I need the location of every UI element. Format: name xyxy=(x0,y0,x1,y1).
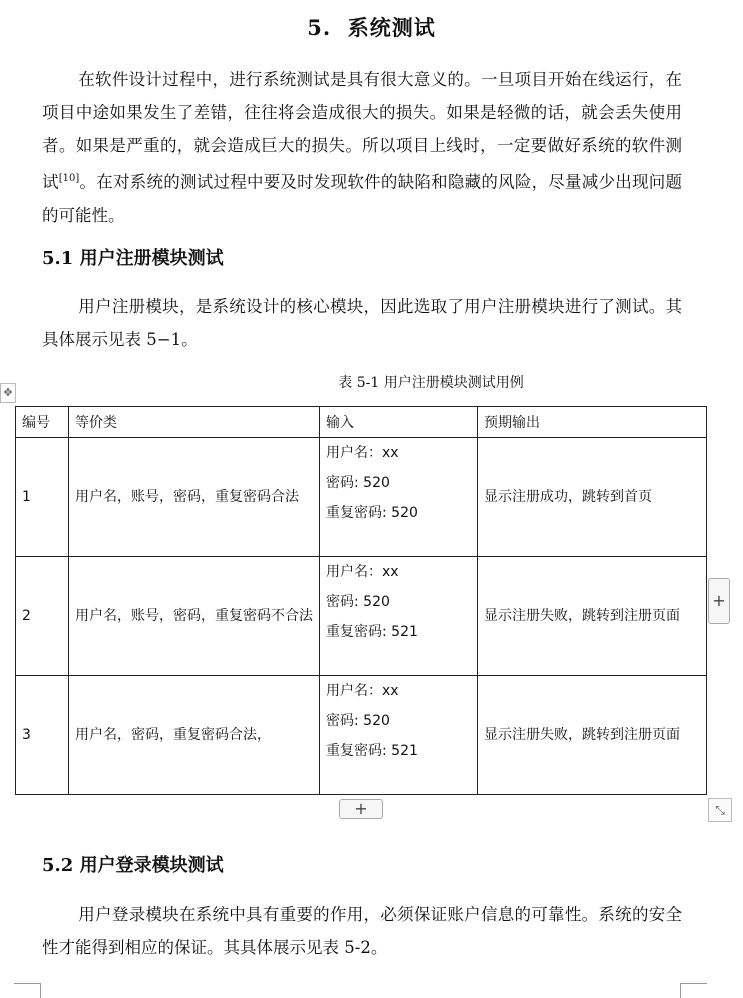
section-number: 5. xyxy=(307,15,332,40)
input-username: 用户名：xx xyxy=(326,445,399,461)
cell-input[interactable] xyxy=(320,438,478,557)
cell-id[interactable]: 3 xyxy=(16,676,69,795)
header-input[interactable]: 输入 xyxy=(320,407,478,438)
add-column-button[interactable]: + xyxy=(708,578,730,624)
table-row xyxy=(16,676,707,795)
table-row xyxy=(16,557,707,676)
sub2-text: 用户登录模块在系统中具有重要的作用，必须保证账户信息的可靠性。系统的安全性才能得到相应的保证。其具体展示见表 5-2。 xyxy=(42,905,682,957)
add-row-button[interactable]: + xyxy=(339,799,383,819)
sub2-paragraph xyxy=(42,898,682,964)
cell-id[interactable]: 2 xyxy=(16,557,69,676)
heading-5-2: 5.2 用户登录模块测试 xyxy=(42,855,224,876)
input-repeat-password: 重复密码: 520 xyxy=(326,505,418,521)
input-username: 用户名：xx xyxy=(326,564,399,580)
table-row xyxy=(16,438,707,557)
input-password: 密码: 520 xyxy=(326,713,390,729)
cell-expected-output[interactable]: 显示注册失败，跳转到注册页面 xyxy=(478,676,707,795)
section-title xyxy=(0,12,743,42)
cell-id[interactable]: 1 xyxy=(16,438,69,557)
test-case-table xyxy=(15,406,707,795)
cell-equivalence-class[interactable]: 用户名，账号，密码，重复密码不合法 xyxy=(69,557,320,676)
input-username: 用户名：xx xyxy=(326,683,399,699)
table-resize-icon[interactable]: ⤡ xyxy=(708,798,732,822)
sub1-paragraph xyxy=(42,290,682,356)
heading-5-1: 5.1 用户注册模块测试 xyxy=(42,248,224,269)
input-repeat-password: 重复密码: 521 xyxy=(326,624,418,640)
page-corner-mark-right xyxy=(680,983,707,998)
table-header-row xyxy=(16,407,707,438)
citation: [10] xyxy=(58,173,80,184)
table-move-handle-icon[interactable]: ✥ xyxy=(0,383,16,403)
intro-text: 在软件设计过程中，进行系统测试是具有很大意义的。一旦项目开始在线运行，在项目中途如果发生了差错，往往将会造成很大的损失。如果是轻微的话，就会丢失使用者。如果是严重的，就会造成巨大的损失。所以项目上线时，一定要做好系统的软件测试 xyxy=(42,70,682,192)
section-title-text: 系统测试 xyxy=(347,15,436,40)
cell-equivalence-class[interactable]: 用户名，密码，重复密码合法， xyxy=(69,676,320,795)
header-equivalence-class[interactable]: 等价类 xyxy=(69,407,320,438)
cell-expected-output[interactable]: 显示注册成功，跳转到首页 xyxy=(478,438,707,557)
cell-input[interactable] xyxy=(320,557,478,676)
header-expected-output[interactable]: 预期输出 xyxy=(478,407,707,438)
cell-expected-output[interactable]: 显示注册失败，跳转到注册页面 xyxy=(478,557,707,676)
table-caption: 表 5-1 用户注册模块测试用例 xyxy=(338,375,524,391)
cell-input[interactable] xyxy=(320,676,478,795)
intro-text-2: 。在对系统的测试过程中要及时发现软件的缺陷和隐藏的风险，尽量减少出现问题的可能性。 xyxy=(42,172,683,225)
header-id[interactable]: 编号 xyxy=(16,407,69,438)
sub1-text: 用户注册模块，是系统设计的核心模块，因此选取了用户注册模块进行了测试。其具体展示见表 5−1。 xyxy=(42,297,682,349)
input-password: 密码: 520 xyxy=(326,594,390,610)
input-password: 密码: 520 xyxy=(326,475,390,491)
input-repeat-password: 重复密码: 521 xyxy=(326,743,418,759)
cell-equivalence-class[interactable]: 用户名，账号，密码，重复密码合法 xyxy=(69,438,320,557)
page-corner-mark-left xyxy=(14,983,41,998)
intro-paragraph xyxy=(42,63,682,232)
